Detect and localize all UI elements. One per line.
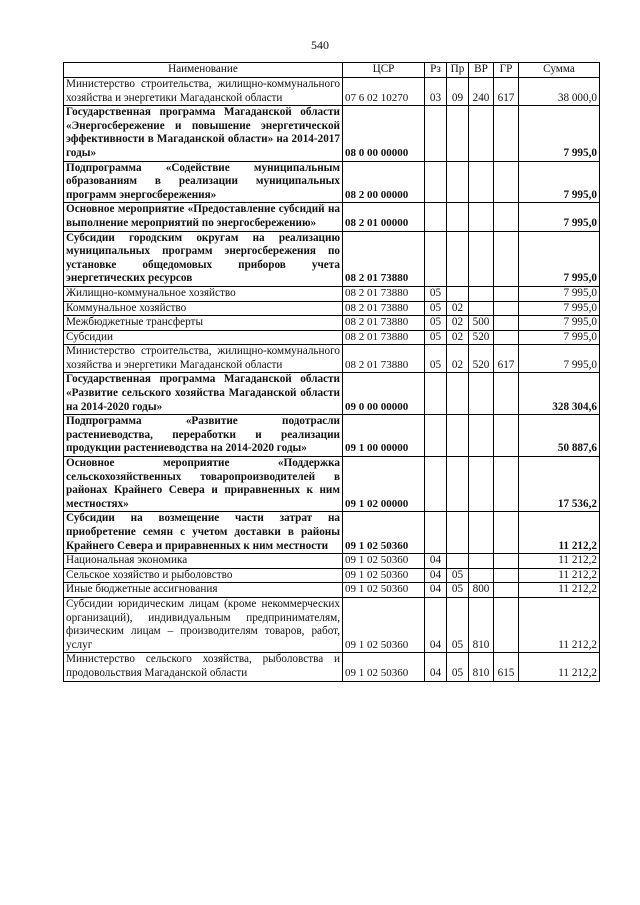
- table-row: [64, 597, 600, 652]
- cell-pr: [447, 554, 469, 569]
- table-row: [64, 231, 600, 286]
- cell-name: Подпрограмма «Развитие подотрасли растениеводства, переработки и реализации продукции растениеводства на 2014-2020 годы»: [64, 415, 343, 457]
- cell-gr: [494, 583, 519, 598]
- cell-gr: [494, 330, 519, 345]
- cell-sum: 50 887,6: [519, 415, 600, 457]
- cell-pr: 09: [447, 78, 469, 106]
- cell-gr: [494, 568, 519, 583]
- cell-vr: 500: [469, 316, 494, 331]
- cell-gr: 615: [494, 653, 519, 681]
- cell-gr: [494, 554, 519, 569]
- cell-rz: 04: [425, 554, 447, 569]
- cell-name: Жилищно-коммунальное хозяйство: [64, 286, 343, 301]
- cell-csr: 08 0 00 00000: [343, 106, 425, 161]
- cell-name: Министерство строительства, жилищно-коммунального хозяйства и энергетики Магаданской области: [64, 78, 343, 106]
- table-row: [64, 568, 600, 583]
- table-body: [64, 78, 600, 682]
- table-row: [64, 554, 600, 569]
- cell-sum: 7 995,0: [519, 286, 600, 301]
- cell-pr: [447, 231, 469, 286]
- cell-vr: 810: [469, 597, 494, 652]
- cell-gr: [494, 286, 519, 301]
- cell-rz: 05: [425, 345, 447, 373]
- cell-name: Основное мероприятие «Поддержка сельскохозяйственных товаропроизводителей в районах Крайнего Севера и приравненных к ним местностях»: [64, 457, 343, 512]
- cell-vr: 810: [469, 653, 494, 681]
- cell-vr: [469, 286, 494, 301]
- cell-rz: 04: [425, 653, 447, 681]
- column-header-csr: ЦСР: [343, 63, 425, 78]
- cell-gr: [494, 597, 519, 652]
- cell-pr: [447, 161, 469, 203]
- cell-sum: 7 995,0: [519, 301, 600, 316]
- cell-vr: [469, 106, 494, 161]
- cell-csr: 09 1 02 50360: [343, 512, 425, 554]
- table-row: [64, 106, 600, 161]
- cell-gr: [494, 316, 519, 331]
- cell-sum: 11 212,2: [519, 512, 600, 554]
- cell-csr: 08 2 01 73880: [343, 231, 425, 286]
- cell-sum: 7 995,0: [519, 203, 600, 231]
- cell-sum: 7 995,0: [519, 161, 600, 203]
- cell-csr: 09 1 02 50360: [343, 568, 425, 583]
- cell-sum: 11 212,2: [519, 583, 600, 598]
- cell-pr: 02: [447, 330, 469, 345]
- cell-pr: 05: [447, 583, 469, 598]
- cell-name: Иные бюджетные ассигнования: [64, 583, 343, 598]
- table-row: [64, 373, 600, 415]
- cell-sum: 11 212,2: [519, 597, 600, 652]
- cell-pr: [447, 512, 469, 554]
- cell-name: Межбюджетные трансферты: [64, 316, 343, 331]
- cell-pr: [447, 373, 469, 415]
- cell-pr: 05: [447, 568, 469, 583]
- cell-sum: 11 212,2: [519, 653, 600, 681]
- cell-name: Субсидии юридическим лицам (кроме некоммерческих организаций), индивидуальным предпринимателям, физическим лицам – производителям товаров, работ, услуг: [64, 597, 343, 652]
- cell-rz: [425, 231, 447, 286]
- cell-pr: [447, 457, 469, 512]
- cell-csr: 09 1 02 50360: [343, 653, 425, 681]
- table-row: [64, 161, 600, 203]
- cell-csr: 09 1 02 50360: [343, 583, 425, 598]
- cell-sum: 7 995,0: [519, 106, 600, 161]
- cell-vr: [469, 554, 494, 569]
- cell-name: Субсидии на возмещение части затрат на приобретение семян с учетом доставки в районы Крайнего Севера и приравненных к ним местности: [64, 512, 343, 554]
- cell-sum: 7 995,0: [519, 330, 600, 345]
- cell-gr: [494, 301, 519, 316]
- cell-pr: 02: [447, 345, 469, 373]
- cell-name: Основное мероприятие «Предоставление субсидий на выполнение мероприятий по энергосбережению»: [64, 203, 343, 231]
- cell-rz: 05: [425, 316, 447, 331]
- cell-rz: 04: [425, 568, 447, 583]
- cell-rz: [425, 106, 447, 161]
- cell-pr: 02: [447, 316, 469, 331]
- cell-rz: 03: [425, 78, 447, 106]
- cell-vr: [469, 457, 494, 512]
- cell-csr: 08 2 01 73880: [343, 316, 425, 331]
- budget-table: [63, 62, 600, 682]
- column-header-pr: Пр: [447, 63, 469, 78]
- cell-sum: 11 212,2: [519, 568, 600, 583]
- table-row: [64, 301, 600, 316]
- cell-name: Государственная программа Магаданской области «Развитие сельского хозяйства Магаданской области на 2014-2020 годы»: [64, 373, 343, 415]
- cell-rz: [425, 373, 447, 415]
- cell-rz: [425, 161, 447, 203]
- cell-vr: [469, 512, 494, 554]
- cell-vr: [469, 231, 494, 286]
- cell-rz: [425, 203, 447, 231]
- cell-gr: [494, 203, 519, 231]
- cell-gr: [494, 457, 519, 512]
- table-row: [64, 653, 600, 681]
- cell-pr: [447, 203, 469, 231]
- column-header-gr: ГР: [494, 63, 519, 78]
- table-row: [64, 583, 600, 598]
- cell-name: Национальная экономика: [64, 554, 343, 569]
- cell-pr: 05: [447, 653, 469, 681]
- cell-sum: 7 995,0: [519, 316, 600, 331]
- cell-vr: 800: [469, 583, 494, 598]
- cell-csr: 09 1 02 50360: [343, 554, 425, 569]
- table-header-row: [64, 63, 600, 78]
- cell-csr: 08 2 01 73880: [343, 301, 425, 316]
- cell-csr: 08 2 01 73880: [343, 345, 425, 373]
- page-number: 540: [311, 38, 329, 52]
- cell-rz: [425, 415, 447, 457]
- cell-sum: 38 000,0: [519, 78, 600, 106]
- cell-csr: 08 2 01 00000: [343, 203, 425, 231]
- cell-csr: 09 1 02 00000: [343, 457, 425, 512]
- cell-rz: [425, 512, 447, 554]
- table-row: [64, 415, 600, 457]
- cell-gr: [494, 161, 519, 203]
- cell-gr: [494, 512, 519, 554]
- table-row: [64, 345, 600, 373]
- cell-rz: 04: [425, 597, 447, 652]
- cell-pr: [447, 286, 469, 301]
- cell-sum: 17 536,2: [519, 457, 600, 512]
- column-header-name: Наименование: [64, 63, 343, 78]
- cell-gr: [494, 373, 519, 415]
- cell-sum: 11 212,2: [519, 554, 600, 569]
- cell-pr: [447, 106, 469, 161]
- cell-gr: 617: [494, 345, 519, 373]
- table-row: [64, 457, 600, 512]
- cell-name: Министерство сельского хозяйства, рыболовства и продовольствия Магаданской области: [64, 653, 343, 681]
- cell-rz: 05: [425, 286, 447, 301]
- cell-vr: 240: [469, 78, 494, 106]
- table-row: [64, 203, 600, 231]
- column-header-rz: Рз: [425, 63, 447, 78]
- cell-csr: 08 2 01 73880: [343, 286, 425, 301]
- cell-vr: [469, 203, 494, 231]
- cell-csr: 07 6 02 10270: [343, 78, 425, 106]
- cell-vr: 520: [469, 345, 494, 373]
- cell-rz: [425, 457, 447, 512]
- cell-csr: 09 1 00 00000: [343, 415, 425, 457]
- cell-pr: [447, 415, 469, 457]
- cell-vr: 520: [469, 330, 494, 345]
- column-header-vr: ВР: [469, 63, 494, 78]
- cell-gr: [494, 106, 519, 161]
- table-row: [64, 316, 600, 331]
- cell-gr: [494, 231, 519, 286]
- cell-vr: [469, 373, 494, 415]
- cell-name: Субсидии: [64, 330, 343, 345]
- cell-gr: 617: [494, 78, 519, 106]
- cell-rz: 04: [425, 583, 447, 598]
- cell-pr: 02: [447, 301, 469, 316]
- cell-gr: [494, 415, 519, 457]
- cell-name: Сельское хозяйство и рыболовство: [64, 568, 343, 583]
- table-row: [64, 78, 600, 106]
- table-row: [64, 330, 600, 345]
- cell-name: Государственная программа Магаданской области «Энергосбережение и повышение энергетической эффективности в Магаданской области» на 2014-2017 годы»: [64, 106, 343, 161]
- cell-csr: 08 2 00 00000: [343, 161, 425, 203]
- cell-name: Коммунальное хозяйство: [64, 301, 343, 316]
- cell-sum: 7 995,0: [519, 345, 600, 373]
- cell-sum: 7 995,0: [519, 231, 600, 286]
- column-header-sum: Сумма: [519, 63, 600, 78]
- cell-csr: 08 2 01 73880: [343, 330, 425, 345]
- cell-vr: [469, 568, 494, 583]
- cell-sum: 328 304,6: [519, 373, 600, 415]
- cell-rz: 05: [425, 301, 447, 316]
- cell-name: Субсидии городским округам на реализацию муниципальных программ энергосбережения по установке общедомовых приборов учета энергетических ресурсов: [64, 231, 343, 286]
- cell-csr: 09 0 00 00000: [343, 373, 425, 415]
- table-row: [64, 512, 600, 554]
- table-row: [64, 286, 600, 301]
- cell-name: Министерство строительства, жилищно-коммунального хозяйства и энергетики Магаданской области: [64, 345, 343, 373]
- cell-pr: 05: [447, 597, 469, 652]
- cell-vr: [469, 415, 494, 457]
- cell-vr: [469, 161, 494, 203]
- cell-name: Подпрограмма «Содействие муниципальным образованиям в реализации муниципальных программ энергосбережения»: [64, 161, 343, 203]
- cell-csr: 09 1 02 50360: [343, 597, 425, 652]
- cell-rz: 05: [425, 330, 447, 345]
- cell-vr: [469, 301, 494, 316]
